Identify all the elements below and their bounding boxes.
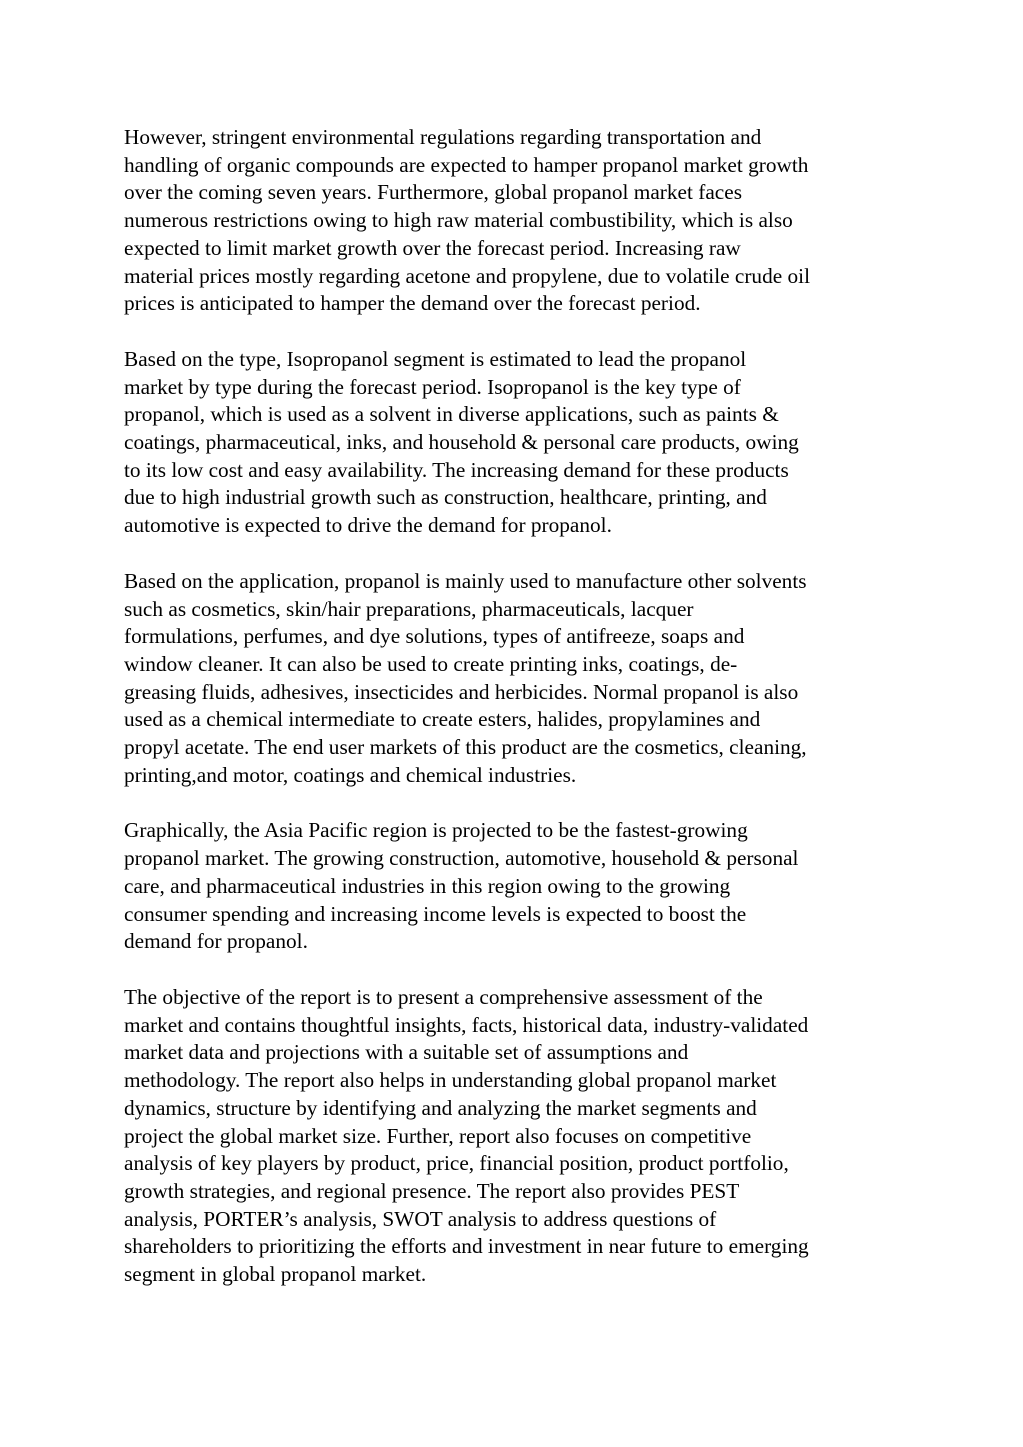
text-line: market data and projections with a suitable set of assumptions and bbox=[124, 1040, 689, 1065]
text-line: project the global market size. Further, report also focuses on competitive bbox=[124, 1123, 752, 1148]
text-line: to its low cost and easy availability. The increasing demand for these products bbox=[124, 457, 789, 482]
text-line: consumer spending and increasing income levels is expected to boost the bbox=[124, 901, 747, 926]
text-line: numerous restrictions owing to high raw material combustibility, which is also bbox=[124, 208, 793, 233]
text-line: used as a chemical intermediate to create esters, halides, propylamines and bbox=[124, 707, 761, 732]
text-line: printing,and motor, coatings and chemical industries. bbox=[124, 762, 577, 787]
text-line: dynamics, structure by identifying and analyzing the market segments and bbox=[124, 1095, 757, 1120]
text-line: coatings, pharmaceutical, inks, and household & personal care products, owing bbox=[124, 430, 799, 455]
text-line: propanol market. The growing construction, automotive, household & personal bbox=[124, 846, 799, 871]
text-line: automotive is expected to drive the demand for propanol. bbox=[124, 513, 612, 538]
text-line: care, and pharmaceutical industries in this region owing to the growing bbox=[124, 873, 731, 898]
text-line: growth strategies, and regional presence. The report also provides PEST bbox=[124, 1178, 740, 1203]
text-line: market by type during the forecast period. Isopropanol is the key type of bbox=[124, 374, 741, 399]
text-line: Graphically, the Asia Pacific region is projected to be the fastest-growing bbox=[124, 818, 748, 843]
paragraph-regional-outlook bbox=[124, 817, 900, 956]
paragraph-report-objective bbox=[124, 984, 900, 1289]
text-line: segment in global propanol market. bbox=[124, 1262, 427, 1287]
text-line: However, stringent environmental regulations regarding transportation and bbox=[124, 125, 762, 149]
text-line: over the coming seven years. Furthermore, global propanol market faces bbox=[124, 180, 742, 205]
text-line: analysis, PORTER’s analysis, SWOT analysis to address questions of bbox=[124, 1206, 717, 1231]
paragraph-type-segment bbox=[124, 346, 900, 540]
text-line: propyl acetate. The end user markets of this product are the cosmetics, cleaning, bbox=[124, 735, 807, 760]
text-line: handling of organic compounds are expected to hamper propanol market growth bbox=[124, 152, 809, 177]
text-line: Based on the type, Isopropanol segment is estimated to lead the propanol bbox=[124, 346, 747, 371]
text-line: such as cosmetics, skin/hair preparations, pharmaceuticals, lacquer bbox=[124, 596, 694, 621]
text-line: The objective of the report is to present a comprehensive assessment of the bbox=[124, 984, 763, 1009]
text-line: expected to limit market growth over the forecast period. Increasing raw bbox=[124, 235, 741, 260]
text-line: greasing fluids, adhesives, insecticides and herbicides. Normal propanol is also bbox=[124, 679, 799, 704]
paragraph-application-segment bbox=[124, 568, 900, 790]
text-line: methodology. The report also helps in understanding global propanol market bbox=[124, 1068, 777, 1093]
text-line: analysis of key players by product, price, financial position, product portfolio, bbox=[124, 1151, 789, 1176]
text-line: market and contains thoughtful insights, facts, historical data, industry-validated bbox=[124, 1012, 809, 1037]
paragraph-environmental-regulations bbox=[124, 124, 900, 318]
text-line: due to high industrial growth such as construction, healthcare, printing, and bbox=[124, 485, 767, 510]
text-line: propanol, which is used as a solvent in diverse applications, such as paints & bbox=[124, 402, 779, 427]
document-body bbox=[124, 124, 900, 1317]
text-line: formulations, perfumes, and dye solutions, types of antifreeze, soaps and bbox=[124, 624, 745, 649]
text-line: shareholders to prioritizing the efforts and investment in near future to emerging bbox=[124, 1234, 809, 1259]
text-line: material prices mostly regarding acetone and propylene, due to volatile crude oil bbox=[124, 263, 810, 288]
text-line: prices is anticipated to hamper the demand over the forecast period. bbox=[124, 291, 701, 316]
text-line: demand for propanol. bbox=[124, 929, 308, 954]
text-line: Based on the application, propanol is mainly used to manufacture other solvents bbox=[124, 568, 807, 593]
text-line: window cleaner. It can also be used to create printing inks, coatings, de- bbox=[124, 651, 738, 676]
